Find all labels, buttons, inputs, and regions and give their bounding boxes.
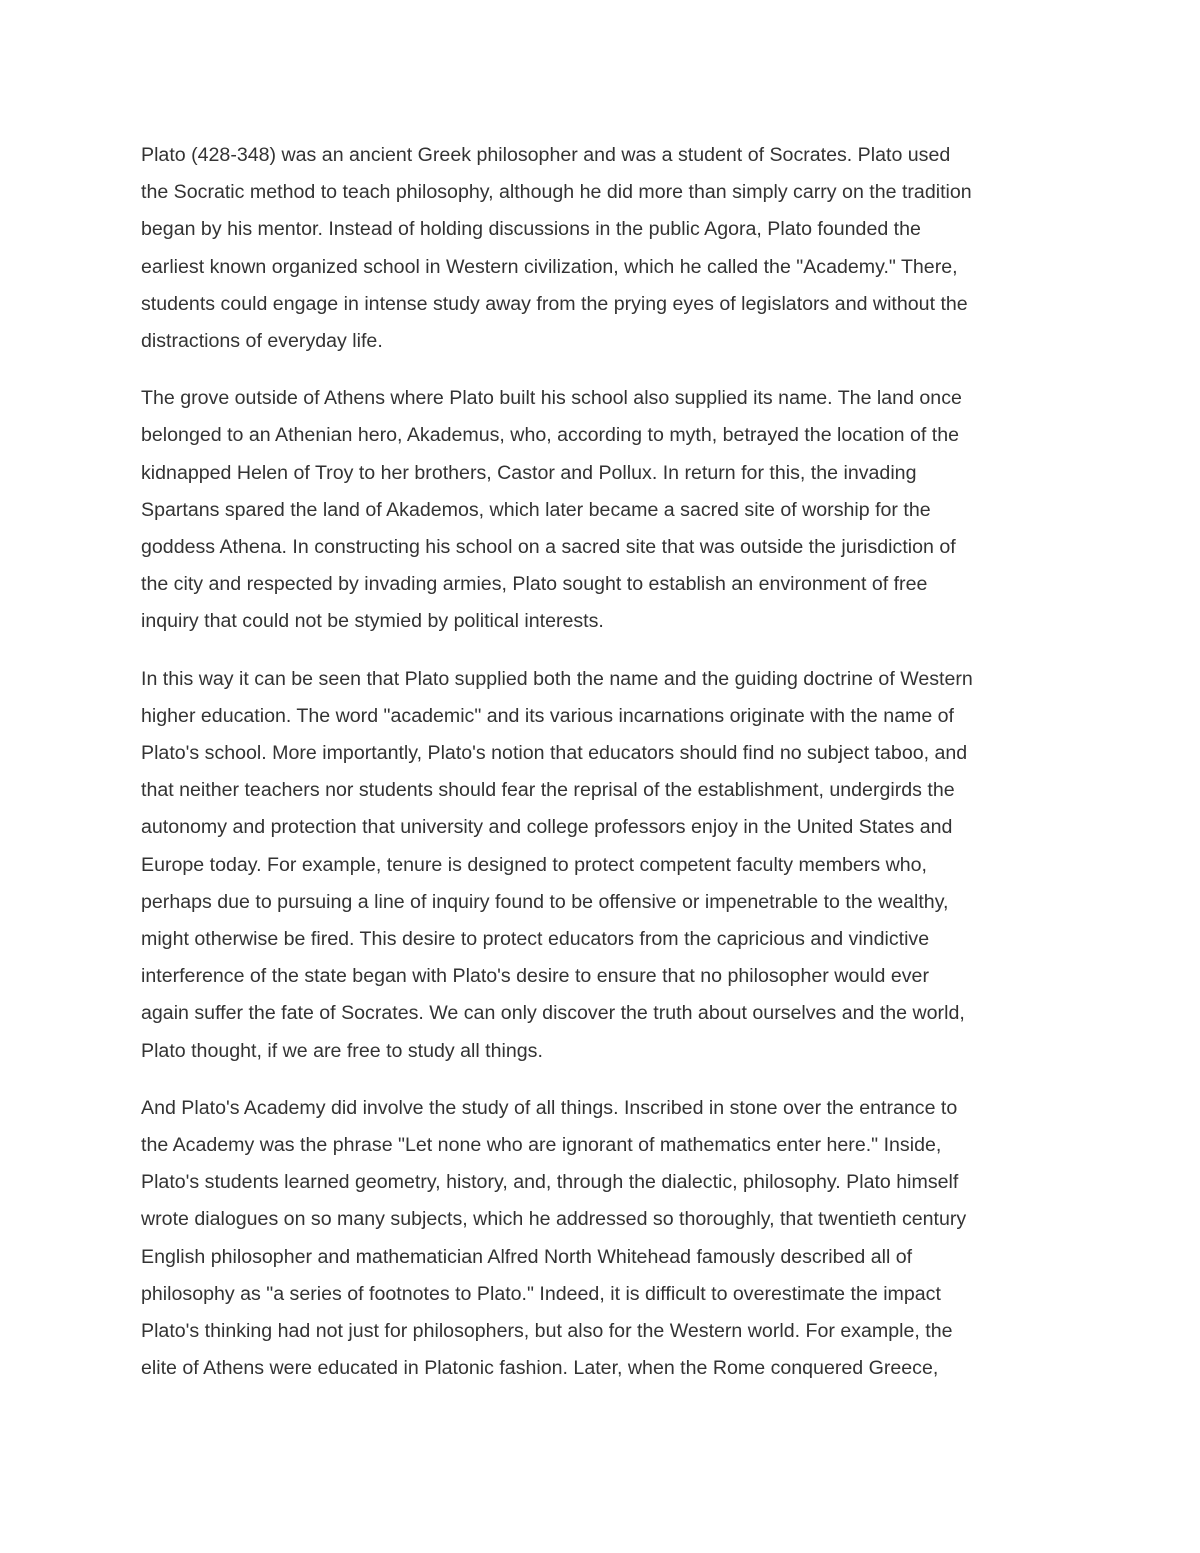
text-line: interference of the state began with Plato's desire to ensure that no philosopher would ever [141,965,929,988]
text-line: elite of Athens were educated in Platonic fashion. Later, when the Rome conquered Greece, [141,1357,939,1380]
document-body [141,137,1063,1408]
text-line: wrote dialogues on so many subjects, which he addressed so thoroughly, that twentieth century [141,1208,967,1231]
text-line: goddess Athena. In constructing his school on a sacred site that was outside the jurisdiction of [141,536,956,559]
paragraph-2 [141,380,1063,640]
text-line: Spartans spared the land of Akademos, which later became a sacred site of worship for the [141,498,931,521]
text-line: kidnapped Helen of Troy to her brothers, Castor and Pollux. In return for this, the invading [141,461,917,484]
text-line: might otherwise be fired. This desire to protect educators from the capricious and vindictive [141,928,930,951]
text-line: In this way it can be seen that Plato supplied both the name and the guiding doctrine of Western [141,667,973,690]
paragraph-3 [141,661,1063,1070]
text-line: began by his mentor. Instead of holding discussions in the public Agora, Plato founded the [141,218,921,241]
text-line: Plato's thinking had not just for philosophers, but also for the Western world. For example, the [141,1320,953,1343]
text-line: distractions of everyday life. [141,330,383,353]
text-line: perhaps due to pursuing a line of inquiry found to be offensive or impenetrable to the wealthy, [141,890,949,913]
text-line: Plato's students learned geometry, history, and, through the dialectic, philosophy. Plato himself [141,1171,959,1194]
text-line: the Academy was the phrase "Let none who are ignorant of mathematics enter here." Inside, [141,1134,942,1157]
text-line: Europe today. For example, tenure is designed to protect competent faculty members who, [141,853,927,876]
text-line: And Plato's Academy did involve the study of all things. Inscribed in stone over the entrance to [141,1096,958,1119]
text-line: the Socratic method to teach philosophy, although he did more than simply carry on the tradition [141,181,972,204]
text-line: Plato's school. More importantly, Plato's notion that educators should find no subject taboo, and [141,742,968,765]
text-line: earliest known organized school in Western civilization, which he called the "Academy." There, [141,255,958,278]
text-line: the city and respected by invading armies, Plato sought to establish an environment of free [141,573,928,596]
paragraph-4 [141,1090,1063,1388]
text-line: belonged to an Athenian hero, Akademus, who, according to myth, betrayed the location of the [141,424,960,447]
text-line: Plato (428-348) was an ancient Greek philosopher and was a student of Socrates. Plato used [141,144,951,166]
text-line: again suffer the fate of Socrates. We can only discover the truth about ourselves and the world, [141,1002,965,1025]
text-line: that neither teachers nor students should fear the reprisal of the establishment, undergirds the [141,779,955,802]
text-line: Plato thought, if we are free to study all things. [141,1039,543,1062]
text-line: English philosopher and mathematician Alfred North Whitehead famously described all of [141,1245,913,1268]
text-line: students could engage in intense study away from the prying eyes of legislators and without the [141,292,968,315]
text-line: philosophy as "a series of footnotes to Plato." Indeed, it is difficult to overestimate the impact [141,1282,941,1305]
paragraph-1 [141,137,1063,360]
text-line: higher education. The word "academic" and its various incarnations originate with the name of [141,704,954,727]
text-line: The grove outside of Athens where Plato built his school also supplied its name. The land once [141,387,962,410]
text-line: autonomy and protection that university and college professors enjoy in the United States and [141,816,953,839]
text-line: inquiry that could not be stymied by political interests. [141,610,604,633]
